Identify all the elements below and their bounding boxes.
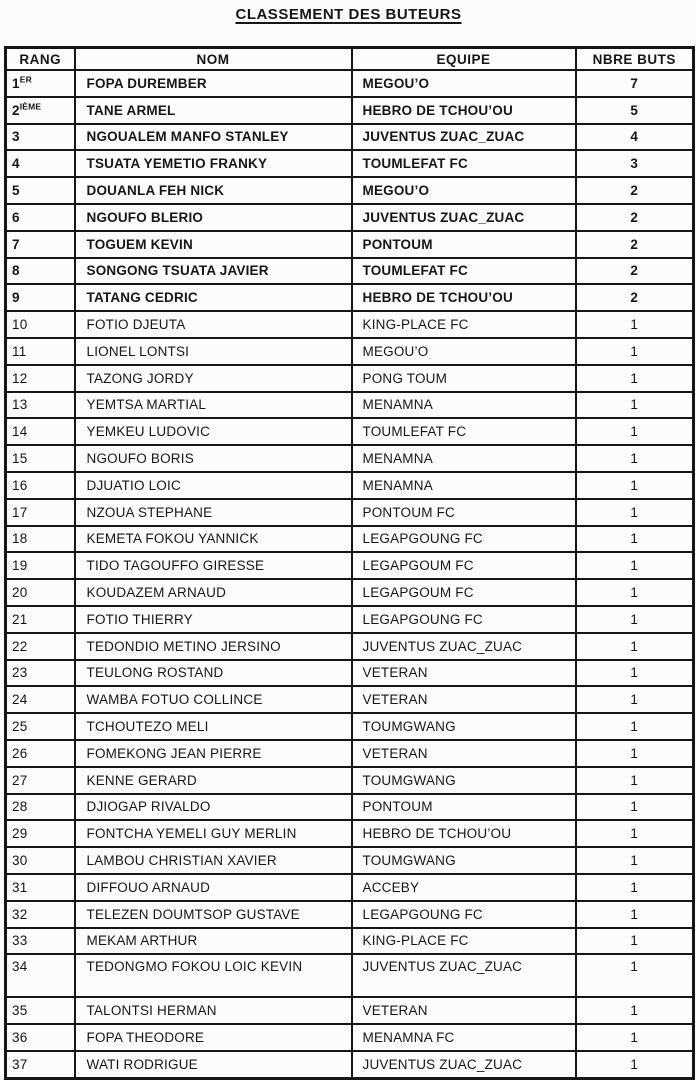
player-name-cell: TCHOUTEZO MELI <box>75 713 352 740</box>
table-row <box>6 579 694 606</box>
player-name-cell: YEMTSA MARTIAL <box>75 392 352 419</box>
goals-cell: 1 <box>576 472 694 499</box>
goals-cell: 1 <box>576 997 694 1024</box>
header-row <box>6 48 694 71</box>
table-row <box>6 1024 694 1051</box>
team-cell: TOUMGWANG <box>352 767 576 794</box>
rank-cell: 17 <box>6 499 75 526</box>
goals-cell: 1 <box>576 1051 694 1078</box>
rank-cell: 1ER <box>6 70 75 97</box>
goals-cell: 1 <box>576 552 694 579</box>
team-cell: JUVENTUS ZUAC_ZUAC <box>352 954 576 997</box>
rank-cell: 9 <box>6 284 75 311</box>
rank-cell: 35 <box>6 997 75 1024</box>
table-row <box>6 204 694 231</box>
goals-cell: 1 <box>576 392 694 419</box>
rank-cell: 2IÈME <box>6 97 75 124</box>
rank-ordinal-suffix: IÈME <box>19 101 42 112</box>
player-name-cell: DJUATIO LOIC <box>75 472 352 499</box>
rank-cell: 29 <box>6 820 75 847</box>
rank-cell: 3 <box>6 124 75 151</box>
player-name-cell: YEMKEU LUDOVIC <box>75 418 352 445</box>
team-cell: LEGAPGOUM FC <box>352 552 576 579</box>
goals-cell: 7 <box>576 70 694 97</box>
team-cell: MENAMNA FC <box>352 1024 576 1051</box>
table-row <box>6 740 694 767</box>
player-name-cell: NZOUA STEPHANE <box>75 499 352 526</box>
column-header-nbre-buts: NBRE BUTS <box>576 48 694 71</box>
goals-cell: 1 <box>576 606 694 633</box>
table-row <box>6 150 694 177</box>
goals-cell: 1 <box>576 686 694 713</box>
rank-cell: 31 <box>6 874 75 901</box>
table-row <box>6 392 694 419</box>
table-row <box>6 767 694 794</box>
team-cell: HEBRO DE TCHOU’OU <box>352 284 576 311</box>
goals-cell: 1 <box>576 901 694 928</box>
table-body <box>6 70 694 1078</box>
team-cell: TOUMLEFAT FC <box>352 150 576 177</box>
team-cell: TOUMGWANG <box>352 847 576 874</box>
team-cell: TOUMLEFAT FC <box>352 258 576 285</box>
goals-cell: 2 <box>576 177 694 204</box>
team-cell: JUVENTUS ZUAC_ZUAC <box>352 204 576 231</box>
team-cell: JUVENTUS ZUAC_ZUAC <box>352 1051 576 1078</box>
player-name-cell: TAZONG JORDY <box>75 365 352 392</box>
goals-cell: 1 <box>576 954 694 997</box>
team-cell: TOUMLEFAT FC <box>352 418 576 445</box>
team-cell: VETERAN <box>352 740 576 767</box>
player-name-cell: MEKAM ARTHUR <box>75 928 352 955</box>
goals-cell: 2 <box>576 231 694 258</box>
player-name-cell: SONGONG TSUATA JAVIER <box>75 258 352 285</box>
team-cell: JUVENTUS ZUAC_ZUAC <box>352 633 576 660</box>
player-name-cell: LIONEL LONTSI <box>75 338 352 365</box>
team-cell: MEGOU’O <box>352 70 576 97</box>
team-cell: MENAMNA <box>352 445 576 472</box>
table-row <box>6 954 694 997</box>
goals-cell: 1 <box>576 418 694 445</box>
rank-cell: 30 <box>6 847 75 874</box>
team-cell: VETERAN <box>352 660 576 687</box>
player-name-cell: WAMBA FOTUO COLLINCE <box>75 686 352 713</box>
rank-cell: 24 <box>6 686 75 713</box>
rank-cell: 12 <box>6 365 75 392</box>
team-cell: MEGOU’O <box>352 177 576 204</box>
team-cell: PONTOUM <box>352 231 576 258</box>
goals-cell: 1 <box>576 740 694 767</box>
player-name-cell: TSUATA YEMETIO FRANKY <box>75 150 352 177</box>
player-name-cell: TEDONGMO FOKOU LOIC KEVIN <box>75 954 352 997</box>
rank-cell: 15 <box>6 445 75 472</box>
player-name-cell: WATI RODRIGUE <box>75 1051 352 1078</box>
table-row <box>6 606 694 633</box>
goals-cell: 2 <box>576 284 694 311</box>
table-row <box>6 713 694 740</box>
team-cell: KING-PLACE FC <box>352 928 576 955</box>
rank-cell: 18 <box>6 526 75 553</box>
goals-cell: 2 <box>576 258 694 285</box>
player-name-cell: TALONTSI HERMAN <box>75 997 352 1024</box>
goals-cell: 1 <box>576 847 694 874</box>
table-row <box>6 258 694 285</box>
team-cell: PONTOUM FC <box>352 499 576 526</box>
table-row <box>6 365 694 392</box>
rank-cell: 19 <box>6 552 75 579</box>
player-name-cell: DIFFOUO ARNAUD <box>75 874 352 901</box>
goals-cell: 1 <box>576 365 694 392</box>
team-cell: LEGAPGOUNG FC <box>352 526 576 553</box>
player-name-cell: DJIOGAP RIVALDO <box>75 794 352 821</box>
table-row <box>6 1051 694 1078</box>
goals-cell: 1 <box>576 338 694 365</box>
goals-cell: 1 <box>576 767 694 794</box>
rank-cell: 6 <box>6 204 75 231</box>
rank-cell: 21 <box>6 606 75 633</box>
table-row <box>6 445 694 472</box>
table-row <box>6 874 694 901</box>
rank-cell: 7 <box>6 231 75 258</box>
goals-cell: 1 <box>576 311 694 338</box>
table-row <box>6 847 694 874</box>
team-cell: LEGAPGOUM FC <box>352 579 576 606</box>
goals-cell: 1 <box>576 820 694 847</box>
table-row <box>6 231 694 258</box>
goals-cell: 3 <box>576 150 694 177</box>
goals-cell: 4 <box>576 124 694 151</box>
goals-cell: 1 <box>576 660 694 687</box>
goals-cell: 5 <box>576 97 694 124</box>
player-name-cell: TATANG CEDRIC <box>75 284 352 311</box>
rank-cell: 33 <box>6 928 75 955</box>
team-cell: LEGAPGOUNG FC <box>352 606 576 633</box>
rank-cell: 36 <box>6 1024 75 1051</box>
team-cell: PONTOUM <box>352 794 576 821</box>
team-cell: ACCEBY <box>352 874 576 901</box>
goals-cell: 1 <box>576 874 694 901</box>
table-row <box>6 794 694 821</box>
player-name-cell: TELEZEN DOUMTSOP GUSTAVE <box>75 901 352 928</box>
table-header <box>6 48 694 71</box>
rank-cell: 32 <box>6 901 75 928</box>
goals-cell: 1 <box>576 794 694 821</box>
player-name-cell: FOMEKONG JEAN PIERRE <box>75 740 352 767</box>
rank-cell: 25 <box>6 713 75 740</box>
player-name-cell: KEMETA FOKOU YANNICK <box>75 526 352 553</box>
rank-ordinal-suffix: ER <box>19 74 32 85</box>
player-name-cell: FOPA DUREMBER <box>75 70 352 97</box>
goals-cell: 1 <box>576 499 694 526</box>
column-header-rang: RANG <box>6 48 75 71</box>
team-cell: MENAMNA <box>352 392 576 419</box>
table-row <box>6 526 694 553</box>
player-name-cell: FOTIO THIERRY <box>75 606 352 633</box>
player-name-cell: FONTCHA YEMELI GUY MERLIN <box>75 820 352 847</box>
player-name-cell: TOGUEM KEVIN <box>75 231 352 258</box>
goals-cell: 1 <box>576 579 694 606</box>
player-name-cell: TEULONG ROSTAND <box>75 660 352 687</box>
scorers-table <box>4 46 695 1080</box>
player-name-cell: KENNE GERARD <box>75 767 352 794</box>
player-name-cell: DOUANLA FEH NICK <box>75 177 352 204</box>
team-cell: LEGAPGOUNG FC <box>352 901 576 928</box>
player-name-cell: NGOUFO BORIS <box>75 445 352 472</box>
rank-cell: 4 <box>6 150 75 177</box>
team-cell: TOUMGWANG <box>352 713 576 740</box>
rank-cell: 22 <box>6 633 75 660</box>
table-row <box>6 97 694 124</box>
rank-cell: 34 <box>6 954 75 997</box>
goals-cell: 1 <box>576 928 694 955</box>
rank-cell: 16 <box>6 472 75 499</box>
player-name-cell: FOPA THEODORE <box>75 1024 352 1051</box>
table-row <box>6 311 694 338</box>
team-cell: PONG TOUM <box>352 365 576 392</box>
player-name-cell: LAMBOU CHRISTIAN XAVIER <box>75 847 352 874</box>
rank-cell: 13 <box>6 392 75 419</box>
rank-cell: 23 <box>6 660 75 687</box>
team-cell: MENAMNA <box>352 472 576 499</box>
page-title: CLASSEMENT DES BUTEURS <box>235 6 462 23</box>
table-row <box>6 70 694 97</box>
table-row <box>6 338 694 365</box>
table-row <box>6 686 694 713</box>
rank-cell: 8 <box>6 258 75 285</box>
table-row <box>6 418 694 445</box>
column-header-nom: NOM <box>75 48 352 71</box>
player-name-cell: NGOUFO BLERIO <box>75 204 352 231</box>
table-row <box>6 901 694 928</box>
table-row <box>6 997 694 1024</box>
goals-cell: 1 <box>576 526 694 553</box>
goals-cell: 1 <box>576 633 694 660</box>
column-header-equipe: EQUIPE <box>352 48 576 71</box>
player-name-cell: TANE ARMEL <box>75 97 352 124</box>
table-row <box>6 499 694 526</box>
team-cell: HEBRO DE TCHOU’OU <box>352 820 576 847</box>
team-cell: KING-PLACE FC <box>352 311 576 338</box>
player-name-cell: NGOUALEM MANFO STANLEY <box>75 124 352 151</box>
rank-cell: 28 <box>6 794 75 821</box>
table-row <box>6 820 694 847</box>
rank-cell: 14 <box>6 418 75 445</box>
rank-cell: 20 <box>6 579 75 606</box>
player-name-cell: KOUDAZEM ARNAUD <box>75 579 352 606</box>
player-name-cell: FOTIO DJEUTA <box>75 311 352 338</box>
table-row <box>6 472 694 499</box>
player-name-cell: TEDONDIO METINO JERSINO <box>75 633 352 660</box>
team-cell: VETERAN <box>352 997 576 1024</box>
goals-cell: 2 <box>576 204 694 231</box>
player-name-cell: TIDO TAGOUFFO GIRESSE <box>75 552 352 579</box>
table-row <box>6 177 694 204</box>
rank-cell: 10 <box>6 311 75 338</box>
goals-cell: 1 <box>576 445 694 472</box>
team-cell: VETERAN <box>352 686 576 713</box>
table-row <box>6 552 694 579</box>
team-cell: HEBRO DE TCHOU’OU <box>352 97 576 124</box>
goals-cell: 1 <box>576 713 694 740</box>
team-cell: JUVENTUS ZUAC_ZUAC <box>352 124 576 151</box>
team-cell: MEGOU’O <box>352 338 576 365</box>
table-row <box>6 928 694 955</box>
rank-cell: 5 <box>6 177 75 204</box>
rank-cell: 11 <box>6 338 75 365</box>
table-row <box>6 284 694 311</box>
goals-cell: 1 <box>576 1024 694 1051</box>
table-row <box>6 124 694 151</box>
rank-cell: 37 <box>6 1051 75 1078</box>
rank-cell: 27 <box>6 767 75 794</box>
rank-cell: 26 <box>6 740 75 767</box>
table-row <box>6 633 694 660</box>
table-row <box>6 660 694 687</box>
